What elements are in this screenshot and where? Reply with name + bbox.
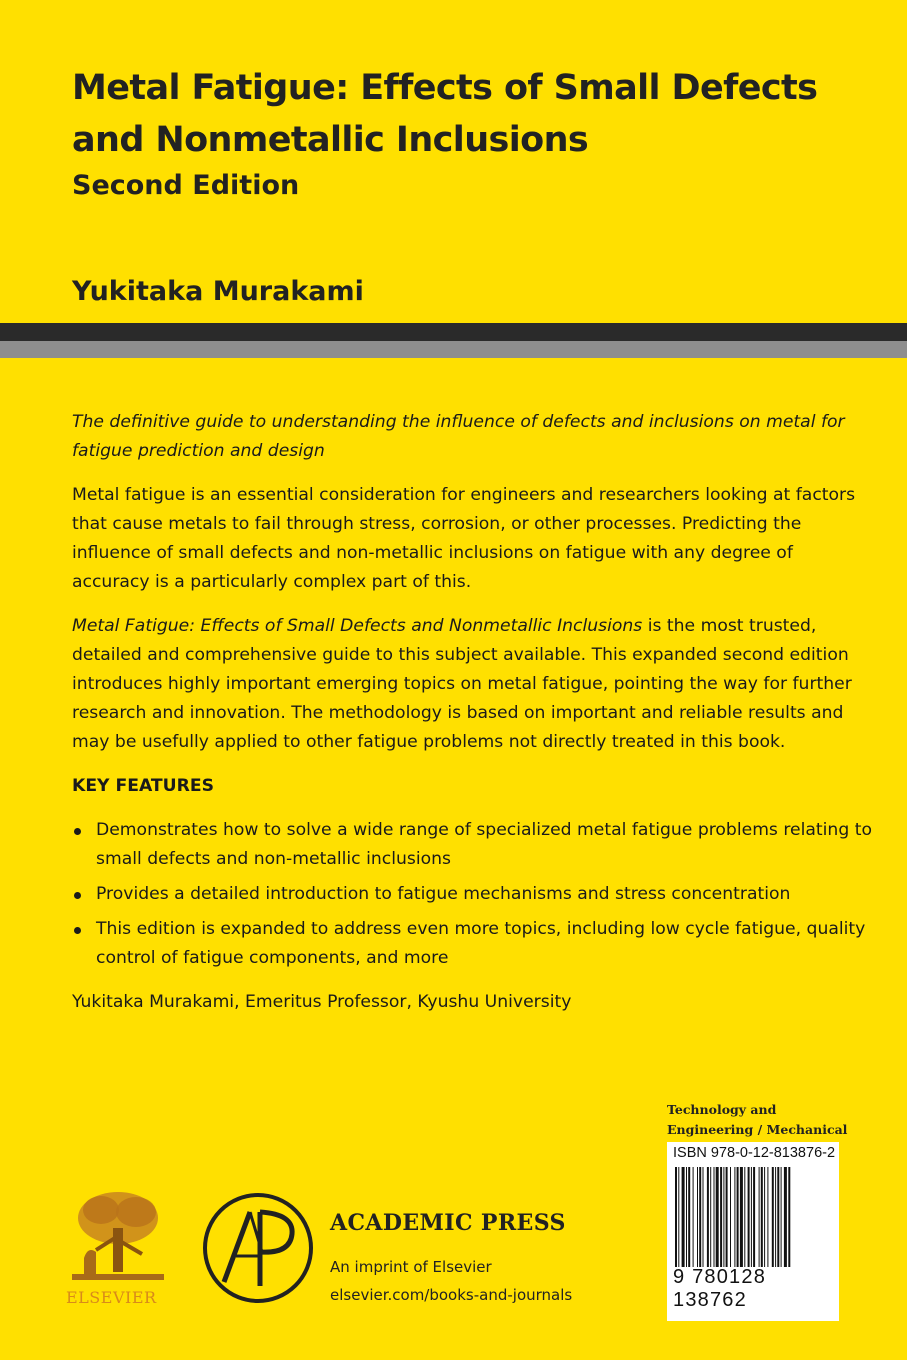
category-line: Technology and xyxy=(667,1102,777,1117)
isbn-label: ISBN 978-0-12-813876-2 xyxy=(673,1145,836,1161)
paragraph-book-title: Metal Fatigue: Effects of Small Defects and Nonmetallic Inclusions xyxy=(72,616,643,636)
key-feature-item: Provides a detailed introduction to fatigue mechanisms and stress concentration xyxy=(72,880,872,909)
subject-category xyxy=(667,1100,847,1140)
barcode-icon xyxy=(673,1167,833,1267)
publisher-imprint: An imprint of Elsevier xyxy=(330,1258,492,1276)
academic-press-logo-icon xyxy=(200,1190,316,1306)
category-line: Engineering / Mechanical xyxy=(667,1122,848,1137)
elsevier-wordmark: ELSEVIER xyxy=(66,1288,157,1307)
key-features-list xyxy=(72,816,872,973)
key-feature-item: Demonstrates how to solve a wide range of specialized metal fatigue problems relating to small defects and non-metallic inclusions xyxy=(72,816,872,874)
barcode-digits: 9 780128 138762 xyxy=(673,1266,767,1311)
book-edition: Second Edition xyxy=(72,170,300,201)
tagline: The definitive guide to understanding the influence of defects and inclusions on metal for fatigue prediction and design xyxy=(72,412,845,461)
author-bio: Yukitaka Murakami, Emeritus Professor, Kyushu University xyxy=(72,992,572,1012)
key-features-heading: KEY FEATURES xyxy=(72,776,214,796)
barcode-panel xyxy=(667,1142,839,1321)
publisher-name: ACADEMIC PRESS xyxy=(330,1210,566,1236)
back-cover-description xyxy=(72,408,872,1032)
book-title: Metal Fatigue: Effects of Small Defects and Nonmetallic Inclusions xyxy=(72,68,818,160)
divider-band-dark xyxy=(0,323,907,341)
paragraph-intro: Metal fatigue is an essential consideration for engineers and researchers looking at factors that cause metals to fail through stress, corrosion, or other processes. Predicting the influence of small defects and non-metallic inclusions on fatigue with any degree of accuracy is a particularly complex part of this. xyxy=(72,485,856,592)
paragraph-book-text: is the most trusted, detailed and comprehensive guide to this subject available. This expanded second edition introduces highly important emerging topics on metal fatigue, pointing the way for further research and innovation. The methodology is based on important and reliable results and may be usefully applied to other fatigue problems not directly treated in this book. xyxy=(72,616,852,752)
elsevier-tree-logo-icon xyxy=(66,1188,170,1284)
key-feature-item: This edition is expanded to address even more topics, including low cycle fatigue, quality control of fatigue components, and more xyxy=(72,915,872,973)
book-author: Yukitaka Murakami xyxy=(72,276,364,307)
divider-band-grey xyxy=(0,341,907,358)
publisher-url: elsevier.com/books-and-journals xyxy=(330,1286,573,1304)
paragraph-book-summary xyxy=(72,612,872,757)
